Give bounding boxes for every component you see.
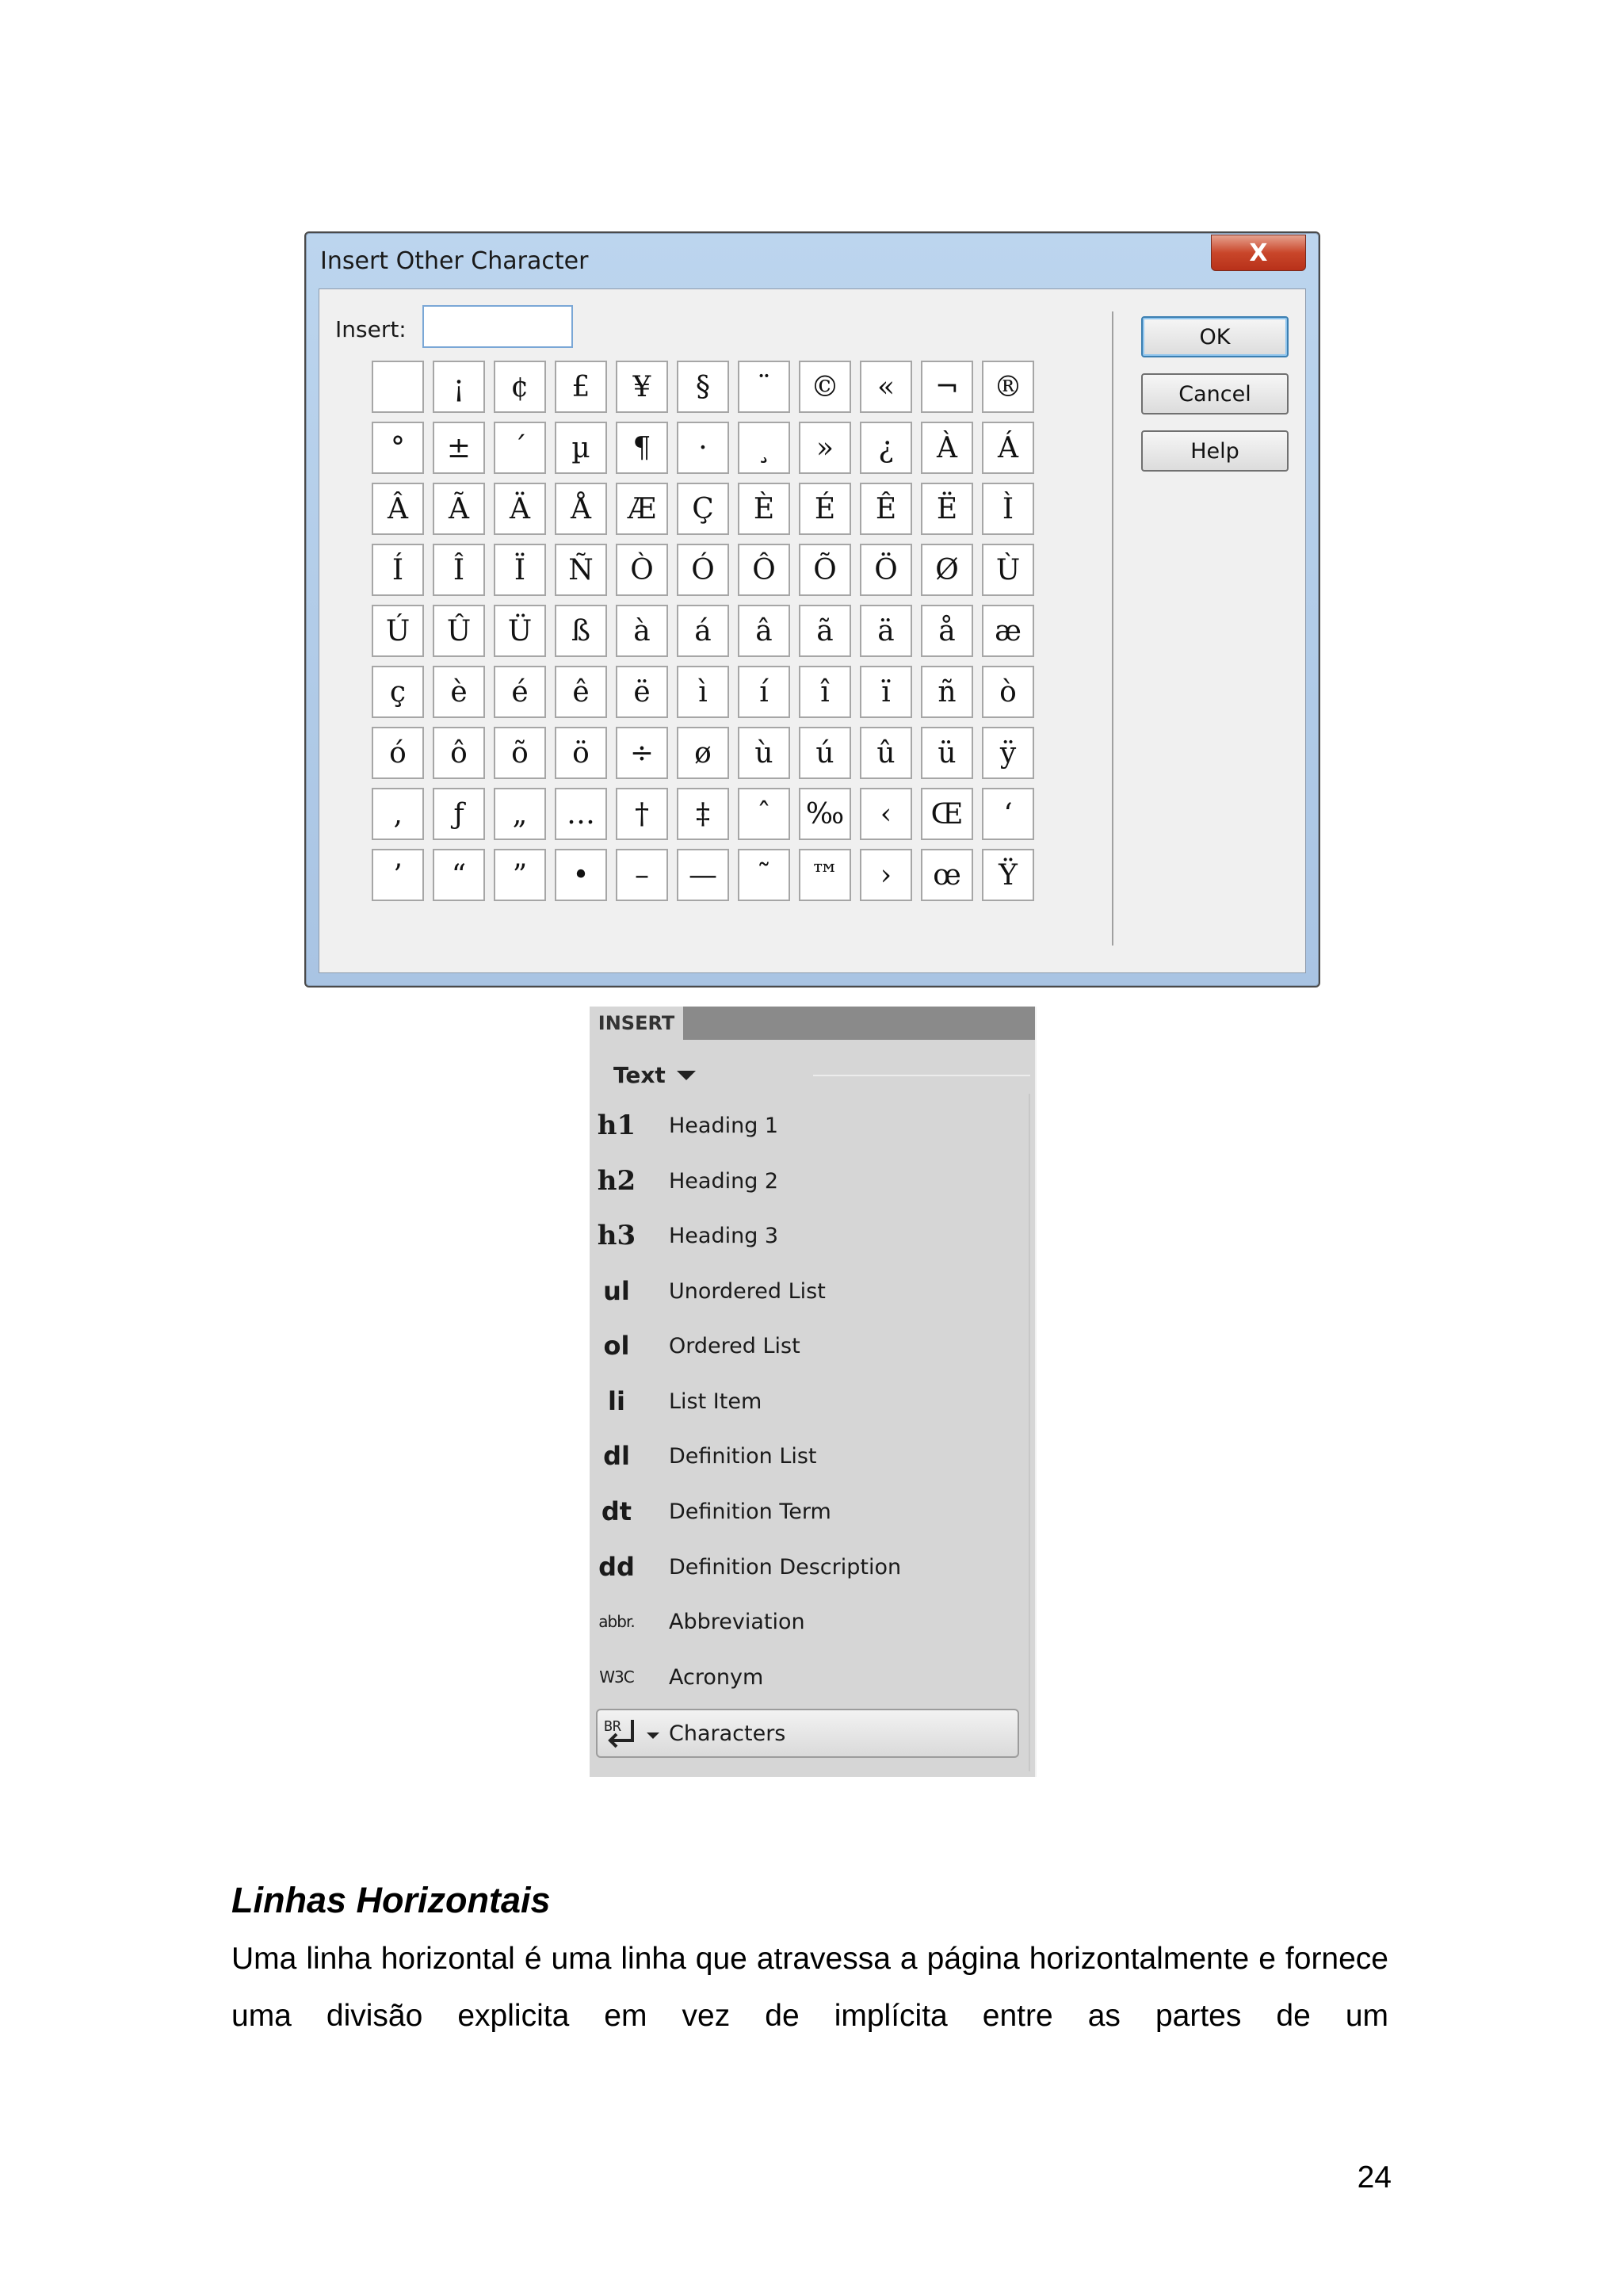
character-cell[interactable]: ¨ xyxy=(738,361,790,413)
character-cell[interactable]: Ô xyxy=(738,544,790,596)
insert-other-character-dialog xyxy=(304,231,1320,988)
character-cell[interactable]: ã xyxy=(799,605,851,657)
character-cell[interactable]: Ä xyxy=(494,483,546,535)
character-cell[interactable]: ” xyxy=(494,849,546,901)
character-cell[interactable]: Œ xyxy=(921,788,973,840)
character-cell[interactable]: ‰ xyxy=(799,788,851,840)
item-label: List Item xyxy=(669,1389,762,1414)
divider xyxy=(813,1075,1030,1076)
character-cell[interactable]: › xyxy=(860,849,912,901)
character-cell[interactable]: Ç xyxy=(677,483,729,535)
character-cell[interactable]: ß xyxy=(555,605,607,657)
character-cell[interactable]: ® xyxy=(982,361,1034,413)
item-label: Heading 3 xyxy=(669,1223,779,1248)
character-cell[interactable]: ‡ xyxy=(677,788,729,840)
character-cell[interactable]: ¬ xyxy=(921,361,973,413)
character-cell[interactable]: – xyxy=(616,849,668,901)
character-cell[interactable]: ó xyxy=(372,727,424,779)
characters-label: Characters xyxy=(669,1721,786,1746)
character-cell[interactable]: Ì xyxy=(982,483,1034,535)
character-cell[interactable]: ˆ xyxy=(738,788,790,840)
insert-label: Insert: xyxy=(335,316,407,342)
category-label: Text xyxy=(613,1062,666,1088)
character-cell[interactable]: û xyxy=(860,727,912,779)
ok-button[interactable]: OK xyxy=(1141,316,1289,357)
character-cell[interactable]: á xyxy=(677,605,729,657)
cancel-button[interactable]: Cancel xyxy=(1141,373,1289,415)
character-cell[interactable]: µ xyxy=(555,422,607,474)
character-cell[interactable]: Å xyxy=(555,483,607,535)
character-cell[interactable]: ‘ xyxy=(982,788,1034,840)
character-cell[interactable]: ö xyxy=(555,727,607,779)
dd-icon: dd xyxy=(598,1552,635,1582)
character-cell[interactable]: Ø xyxy=(921,544,973,596)
character-cell[interactable]: Ã xyxy=(433,483,485,535)
li-icon: li xyxy=(608,1386,625,1416)
ul-icon: ul xyxy=(603,1276,630,1306)
character-cell[interactable]: „ xyxy=(494,788,546,840)
character-cell[interactable]: Á xyxy=(982,422,1034,474)
insert-item-ordered-list[interactable] xyxy=(596,1322,1024,1370)
character-cell[interactable]: í xyxy=(738,666,790,718)
character-cell[interactable]: Û xyxy=(433,605,485,657)
character-cell[interactable]: ò xyxy=(982,666,1034,718)
insert-item-acronym[interactable] xyxy=(596,1653,1024,1701)
character-cell[interactable]: Ó xyxy=(677,544,729,596)
character-cell[interactable]: Ù xyxy=(982,544,1034,596)
character-cell[interactable]: Ò xyxy=(616,544,668,596)
character-cell[interactable]: È xyxy=(738,483,790,535)
insert-input[interactable] xyxy=(422,305,573,348)
category-dropdown[interactable] xyxy=(613,1062,696,1088)
character-cell[interactable]: Ü xyxy=(494,605,546,657)
w3c-icon: W3C xyxy=(599,1668,634,1687)
character-cell[interactable]: ¡ xyxy=(433,361,485,413)
character-cell[interactable]: Â xyxy=(372,483,424,535)
character-cell[interactable]: § xyxy=(677,361,729,413)
page-number: 24 xyxy=(1357,2160,1392,2195)
character-cell[interactable]: ø xyxy=(677,727,729,779)
insert-item-heading-3[interactable] xyxy=(596,1212,1024,1259)
character-cell[interactable]: Í xyxy=(372,544,424,596)
item-label: Definition Term xyxy=(669,1499,831,1524)
character-cell[interactable]: É xyxy=(799,483,851,535)
character-cell[interactable]: Æ xyxy=(616,483,668,535)
character-cell[interactable]: î xyxy=(799,666,851,718)
h1-icon: h1 xyxy=(597,1110,636,1141)
character-cell[interactable]: å xyxy=(921,605,973,657)
character-grid xyxy=(372,361,1034,901)
item-label: Unordered List xyxy=(669,1278,826,1304)
insert-item-definition-term[interactable] xyxy=(596,1488,1024,1535)
character-cell[interactable]: ™ xyxy=(799,849,851,901)
character-cell[interactable]: è xyxy=(433,666,485,718)
character-cell[interactable] xyxy=(372,361,424,413)
character-cell[interactable]: â xyxy=(738,605,790,657)
character-cell[interactable]: ë xyxy=(616,666,668,718)
dropdown-arrow-icon xyxy=(677,1071,696,1080)
close-button[interactable] xyxy=(1211,235,1306,271)
character-cell[interactable]: ÿ xyxy=(982,727,1034,779)
character-cell[interactable]: õ xyxy=(494,727,546,779)
character-cell[interactable]: Î xyxy=(433,544,485,596)
help-button[interactable]: Help xyxy=(1141,430,1289,472)
tab-insert[interactable]: INSERT xyxy=(590,1007,683,1040)
character-cell[interactable]: ´ xyxy=(494,422,546,474)
item-label: Acronym xyxy=(669,1664,764,1690)
character-cell[interactable]: … xyxy=(555,788,607,840)
divider xyxy=(1029,1094,1030,1771)
character-cell[interactable]: Õ xyxy=(799,544,851,596)
h2-icon: h2 xyxy=(597,1165,636,1197)
character-cell[interactable]: ú xyxy=(799,727,851,779)
item-label: Definition Description xyxy=(669,1554,902,1580)
insert-item-definition-list[interactable] xyxy=(596,1432,1024,1480)
character-cell[interactable]: ¥ xyxy=(616,361,668,413)
character-cell[interactable]: Ï xyxy=(494,544,546,596)
character-cell[interactable]: ü xyxy=(921,727,973,779)
body-paragraph: Uma linha horizontal é uma linha que atravessa a página horizontalmente e fornece uma divisão explicita em vez de implícita entre as partes de um xyxy=(231,1942,1388,2033)
ol-icon: ol xyxy=(603,1331,630,1361)
insert-item-heading-1[interactable] xyxy=(596,1102,1024,1149)
insert-item-list-item[interactable] xyxy=(596,1377,1024,1425)
character-cell[interactable]: ° xyxy=(372,422,424,474)
item-label: Heading 1 xyxy=(669,1113,779,1138)
panel-tab-bar xyxy=(590,1007,1035,1040)
character-cell[interactable]: ¿ xyxy=(860,422,912,474)
item-label: Ordered List xyxy=(669,1333,800,1358)
character-cell[interactable]: é xyxy=(494,666,546,718)
character-cell[interactable]: « xyxy=(860,361,912,413)
insert-item-definition-description[interactable] xyxy=(596,1543,1024,1591)
character-cell[interactable]: — xyxy=(677,849,729,901)
character-cell[interactable]: · xyxy=(677,422,729,474)
character-cell[interactable]: Ö xyxy=(860,544,912,596)
character-cell[interactable]: œ xyxy=(921,849,973,901)
character-cell[interactable]: © xyxy=(799,361,851,413)
dialog-title: Insert Other Character xyxy=(320,247,589,275)
character-cell[interactable]: ‚ xyxy=(372,788,424,840)
insert-item-heading-2[interactable] xyxy=(596,1157,1024,1205)
character-cell[interactable]: ˜ xyxy=(738,849,790,901)
character-cell[interactable]: Ê xyxy=(860,483,912,535)
character-cell[interactable]: Ÿ xyxy=(982,849,1034,901)
character-cell[interactable]: “ xyxy=(433,849,485,901)
character-cell[interactable]: † xyxy=(616,788,668,840)
character-cell[interactable]: ñ xyxy=(921,666,973,718)
character-cell[interactable]: ± xyxy=(433,422,485,474)
character-cell[interactable]: ’ xyxy=(372,849,424,901)
character-cell[interactable]: ƒ xyxy=(433,788,485,840)
character-cell[interactable]: • xyxy=(555,849,607,901)
h3-icon: h3 xyxy=(597,1220,636,1251)
insert-item-unordered-list[interactable] xyxy=(596,1267,1024,1315)
abbr-icon: abbr. xyxy=(598,1612,635,1631)
character-cell[interactable]: æ xyxy=(982,605,1034,657)
character-cell[interactable]: » xyxy=(799,422,851,474)
insert-item-abbreviation[interactable] xyxy=(596,1598,1024,1645)
character-cell[interactable]: ¢ xyxy=(494,361,546,413)
item-label: Definition List xyxy=(669,1443,817,1469)
dl-icon: dl xyxy=(603,1441,630,1471)
item-label: Heading 2 xyxy=(669,1168,779,1194)
dt-icon: dt xyxy=(601,1496,632,1526)
line-break-icon xyxy=(602,1715,642,1753)
character-cell[interactable]: à xyxy=(616,605,668,657)
character-cell[interactable]: £ xyxy=(555,361,607,413)
item-label: Abbreviation xyxy=(669,1609,805,1634)
character-cell[interactable]: À xyxy=(921,422,973,474)
character-cell[interactable]: Ë xyxy=(921,483,973,535)
character-cell[interactable]: ê xyxy=(555,666,607,718)
character-cell[interactable]: ÷ xyxy=(616,727,668,779)
insert-panel xyxy=(590,1007,1037,1777)
character-cell[interactable]: ì xyxy=(677,666,729,718)
character-cell[interactable]: ¶ xyxy=(616,422,668,474)
character-cell[interactable]: ç xyxy=(372,666,424,718)
characters-button[interactable] xyxy=(596,1709,1019,1758)
character-cell[interactable]: Ú xyxy=(372,605,424,657)
chevron-down-icon xyxy=(647,1733,659,1739)
character-cell[interactable]: Ñ xyxy=(555,544,607,596)
character-cell[interactable]: ô xyxy=(433,727,485,779)
character-cell[interactable]: ¸ xyxy=(738,422,790,474)
close-icon: X xyxy=(1249,239,1268,267)
character-cell[interactable]: ‹ xyxy=(860,788,912,840)
line-break-icon-text: BR xyxy=(604,1718,621,1735)
divider xyxy=(1112,311,1113,946)
character-cell[interactable]: ù xyxy=(738,727,790,779)
section-heading: Linhas Horizontais xyxy=(231,1880,551,1920)
dialog-body xyxy=(319,288,1306,973)
character-cell[interactable]: ï xyxy=(860,666,912,718)
character-cell[interactable]: ä xyxy=(860,605,912,657)
